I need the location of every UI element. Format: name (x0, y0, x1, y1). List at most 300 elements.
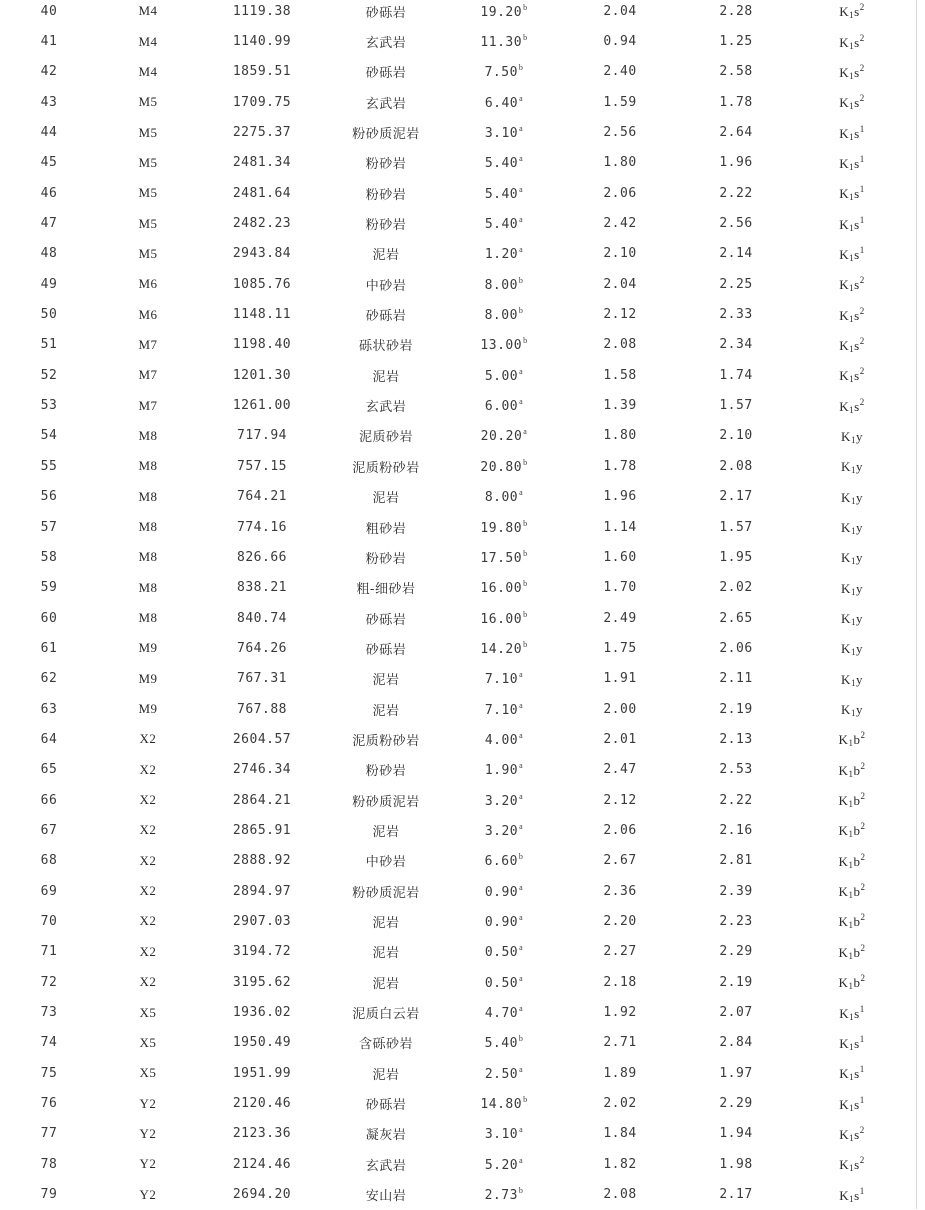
porosity-mark: a (519, 730, 524, 740)
formation-sub: 1 (850, 556, 856, 567)
formation-sub: 1 (848, 981, 854, 992)
porosity-value: 3.20 (484, 793, 519, 809)
formation-letter: s (854, 1096, 860, 1112)
depth-cell: 1709.75 (232, 94, 292, 110)
sample-number-cell: 49 (40, 276, 58, 292)
formation-letter: b (853, 793, 861, 809)
porosity-mark: a (523, 427, 528, 437)
value-2-cell: 2.08 (719, 458, 753, 474)
formation-sub: 1 (849, 101, 855, 112)
formation-sup: 2 (860, 730, 866, 741)
formation-sup: 2 (860, 821, 866, 832)
formation-sub: 1 (849, 222, 855, 233)
table-row (0, 664, 910, 694)
formation-base: K (839, 307, 850, 323)
formation-letter: y (855, 428, 863, 444)
formation-letter: s (854, 4, 860, 20)
formation-base: K (839, 155, 850, 171)
porosity-cell (446, 57, 562, 87)
porosity-cell (446, 360, 562, 390)
table-row (0, 1149, 910, 1179)
table-row (0, 937, 910, 967)
formation-base: K (839, 337, 850, 353)
value-2-cell: 1.94 (719, 1126, 753, 1142)
sample-number-cell: 62 (40, 671, 58, 687)
formation-cell (794, 1119, 910, 1149)
formation-sub: 1 (849, 1102, 855, 1113)
lithology-cell: 含砾砂岩 (358, 1037, 413, 1053)
depth-cell: 1198.40 (232, 337, 292, 353)
porosity-cell (446, 208, 562, 238)
value-2-cell: 2.06 (719, 640, 753, 656)
value-1-cell: 2.08 (603, 1187, 637, 1203)
well-name-cell: M9 (138, 670, 158, 686)
sample-number-cell: 64 (40, 731, 58, 747)
porosity-value: 8.00 (484, 308, 518, 324)
formation-letter: b (853, 884, 861, 900)
formation-cell (794, 876, 910, 906)
formation-letter: s (854, 155, 860, 171)
formation-sub: 1 (850, 434, 856, 445)
porosity-mark: b (518, 275, 524, 285)
formation-cell (794, 390, 910, 420)
depth-cell: 1936.02 (232, 1005, 292, 1021)
well-name-cell: M5 (138, 245, 158, 261)
formation-cell (794, 87, 910, 117)
value-1-cell: 2.18 (603, 974, 637, 990)
porosity-mark: a (519, 1125, 524, 1135)
lithology-cell: 凝灰岩 (365, 1128, 407, 1144)
formation-base: K (839, 4, 850, 20)
porosity-value: 19.20 (480, 4, 523, 20)
porosity-mark: b (523, 548, 528, 558)
value-2-cell: 2.10 (719, 428, 753, 444)
formation-cell (794, 997, 910, 1027)
value-2-cell: 1.97 (719, 1065, 753, 1081)
depth-cell: 1261.00 (232, 398, 292, 414)
depth-cell: 1085.76 (232, 276, 292, 292)
sample-number-cell: 78 (40, 1156, 58, 1172)
formation-letter: s (854, 307, 860, 323)
sample-number-cell: 69 (40, 883, 58, 899)
value-1-cell: 2.02 (603, 1096, 637, 1112)
porosity-value: 2.73 (484, 1188, 518, 1204)
formation-sub: 1 (850, 677, 856, 688)
value-2-cell: 1.95 (719, 549, 753, 565)
formation-sup: 1 (859, 214, 865, 225)
sample-number-cell: 52 (40, 367, 58, 383)
well-name-cell: X2 (139, 913, 157, 929)
value-1-cell: 2.04 (603, 276, 637, 292)
porosity-mark: b (523, 33, 528, 43)
porosity-mark: a (519, 1155, 524, 1165)
value-1-cell: 2.12 (603, 307, 637, 323)
porosity-mark: b (523, 1095, 528, 1105)
formation-base: K (839, 1096, 850, 1112)
formation-base: K (841, 702, 851, 718)
sample-number-cell: 67 (40, 822, 58, 838)
porosity-cell (446, 1058, 562, 1088)
porosity-cell (446, 330, 562, 360)
sample-number-cell: 48 (40, 246, 58, 262)
formation-cell (794, 117, 910, 147)
well-name-cell: M4 (138, 3, 158, 19)
porosity-mark: a (519, 488, 524, 498)
porosity-cell (446, 755, 562, 785)
lithology-cell: 砂砾岩 (365, 5, 407, 21)
value-2-cell: 2.65 (719, 610, 753, 626)
formation-cell (794, 269, 910, 299)
formation-sup: 1 (859, 153, 865, 164)
formation-letter: b (853, 975, 861, 991)
sample-number-cell: 45 (40, 155, 58, 171)
sample-number-cell: 73 (40, 1005, 58, 1021)
porosity-mark: a (519, 154, 524, 164)
formation-sub: 1 (849, 1193, 855, 1204)
table-row (0, 1028, 910, 1058)
porosity-mark: b (518, 1186, 524, 1196)
lithology-cell: 泥质粉砂岩 (352, 460, 420, 476)
depth-cell: 2120.46 (232, 1096, 292, 1112)
well-name-cell: X2 (139, 852, 157, 868)
formation-sub: 1 (849, 283, 855, 294)
formation-letter: s (854, 1157, 860, 1173)
value-1-cell: 2.47 (603, 762, 637, 778)
porosity-cell (446, 451, 562, 481)
porosity-mark: b (523, 609, 528, 619)
depth-cell: 1119.38 (232, 3, 292, 19)
porosity-mark: b (523, 457, 528, 467)
formation-base: K (839, 64, 850, 80)
formation-cell (794, 603, 910, 633)
formation-sub: 1 (848, 859, 854, 870)
well-name-cell: M6 (138, 306, 158, 322)
porosity-value: 19.80 (480, 520, 523, 536)
sample-number-cell: 72 (40, 974, 58, 990)
porosity-mark: a (519, 943, 524, 953)
formation-sup: 2 (859, 2, 865, 13)
porosity-cell (446, 1028, 562, 1058)
value-1-cell: 1.60 (603, 549, 637, 565)
formation-cell (794, 330, 910, 360)
porosity-value: 11.30 (480, 35, 523, 51)
sample-number-cell: 40 (40, 3, 58, 19)
formation-sub: 1 (848, 738, 854, 749)
table-row (0, 299, 910, 329)
formation-sup: 2 (859, 32, 865, 43)
porosity-cell (446, 299, 562, 329)
depth-cell: 2124.46 (232, 1156, 292, 1172)
value-1-cell: 1.78 (603, 458, 637, 474)
depth-cell: 2481.34 (232, 155, 292, 171)
porosity-value: 7.10 (484, 702, 519, 718)
well-name-cell: X5 (139, 1034, 157, 1050)
table-row (0, 482, 910, 512)
porosity-cell (446, 967, 562, 997)
formation-base: K (838, 853, 849, 869)
lithology-cell: 砂砾岩 (365, 642, 407, 658)
value-2-cell: 2.33 (719, 307, 753, 323)
formation-sub: 1 (849, 161, 855, 172)
formation-base: K (839, 368, 850, 384)
value-1-cell: 1.58 (603, 367, 637, 383)
formation-sup: 2 (860, 882, 866, 893)
value-1-cell: 2.20 (603, 913, 637, 929)
porosity-mark: a (519, 124, 524, 134)
porosity-cell (446, 269, 562, 299)
porosity-cell (446, 1088, 562, 1118)
formation-base: K (838, 914, 849, 930)
formation-cell (794, 967, 910, 997)
value-1-cell: 1.14 (603, 519, 637, 535)
value-2-cell: 1.78 (719, 94, 753, 110)
formation-letter: y (855, 580, 863, 596)
value-1-cell: 1.80 (603, 155, 637, 171)
depth-cell: 838.21 (237, 580, 287, 596)
formation-sub: 1 (850, 526, 856, 537)
value-1-cell: 1.89 (603, 1065, 637, 1081)
sample-number-cell: 71 (40, 944, 58, 960)
sample-number-cell: 53 (40, 398, 58, 414)
formation-sub: 1 (849, 1072, 855, 1083)
porosity-cell (446, 0, 562, 26)
well-name-cell: M8 (138, 549, 158, 565)
depth-cell: 1950.49 (232, 1035, 292, 1051)
porosity-mark: a (519, 912, 524, 922)
value-2-cell: 2.29 (719, 944, 753, 960)
formation-letter: s (854, 95, 860, 111)
lithology-cell: 泥岩 (372, 248, 400, 264)
formation-base: K (838, 884, 849, 900)
depth-cell: 757.15 (237, 458, 287, 474)
formation-cell (794, 573, 910, 603)
lithology-cell: 玄武岩 (365, 1158, 407, 1174)
formation-base: K (839, 1005, 850, 1021)
formation-sub: 1 (850, 708, 856, 719)
formation-cell (794, 178, 910, 208)
well-name-cell: Y2 (139, 1156, 157, 1172)
formation-base: K (841, 580, 851, 596)
porosity-cell (446, 785, 562, 815)
value-1-cell: 2.42 (603, 216, 637, 232)
porosity-cell (446, 178, 562, 208)
formation-sub: 1 (849, 343, 855, 354)
depth-cell: 2482.23 (232, 216, 292, 232)
formation-sub: 1 (849, 1011, 855, 1022)
porosity-mark: b (518, 1034, 524, 1044)
table-row (0, 785, 910, 815)
value-2-cell: 2.84 (719, 1035, 753, 1051)
value-2-cell: 2.56 (719, 216, 753, 232)
porosity-mark: a (519, 215, 524, 225)
table-row (0, 876, 910, 906)
table-row (0, 846, 910, 876)
formation-sup: 1 (859, 184, 865, 195)
formation-cell (794, 512, 910, 542)
lithology-cell: 泥岩 (372, 976, 400, 992)
porosity-value: 3.10 (484, 1127, 519, 1143)
well-name-cell: X2 (139, 822, 157, 838)
porosity-value: 5.40 (484, 186, 519, 202)
formation-letter: s (854, 246, 860, 262)
formation-sup: 1 (859, 1003, 865, 1014)
formation-sup: 2 (859, 1124, 865, 1135)
depth-cell: 2694.20 (232, 1187, 292, 1203)
value-1-cell: 0.94 (603, 34, 637, 50)
porosity-value: 13.00 (480, 338, 523, 354)
lithology-cell: 粉砂质泥岩 (352, 127, 420, 143)
depth-cell: 1201.30 (232, 367, 292, 383)
table-row (0, 1119, 910, 1149)
formation-base: K (839, 1126, 850, 1142)
depth-cell: 1148.11 (232, 307, 292, 323)
porosity-mark: b (523, 336, 528, 346)
depth-cell: 2864.21 (232, 792, 292, 808)
table-row (0, 512, 910, 542)
table-row (0, 239, 910, 269)
porosity-value: 2.50 (484, 1066, 519, 1082)
porosity-cell (446, 117, 562, 147)
porosity-value: 7.50 (484, 65, 518, 81)
porosity-value: 14.80 (480, 1097, 523, 1113)
well-name-cell: M4 (138, 63, 158, 79)
lithology-cell: 泥岩 (372, 946, 400, 962)
lithology-cell: 中砂岩 (365, 278, 407, 294)
formation-cell (794, 664, 910, 694)
porosity-mark: a (519, 791, 524, 801)
formation-base: K (839, 1066, 850, 1082)
value-1-cell: 1.91 (603, 671, 637, 687)
formation-base: K (839, 125, 850, 141)
value-2-cell: 2.19 (719, 974, 753, 990)
table-row (0, 573, 910, 603)
value-1-cell: 1.70 (603, 580, 637, 596)
table-row (0, 755, 910, 785)
value-2-cell: 2.64 (719, 125, 753, 141)
value-2-cell: 2.22 (719, 185, 753, 201)
formation-cell (794, 633, 910, 663)
value-1-cell: 2.49 (603, 610, 637, 626)
value-1-cell: 2.10 (603, 246, 637, 262)
lithology-cell: 泥岩 (372, 491, 400, 507)
porosity-cell (446, 664, 562, 694)
well-name-cell: X2 (139, 883, 157, 899)
formation-cell (794, 815, 910, 845)
porosity-value: 1.20 (484, 247, 519, 263)
porosity-value: 0.90 (484, 884, 519, 900)
formation-base: K (839, 216, 850, 232)
porosity-cell (446, 482, 562, 512)
formation-cell (794, 421, 910, 451)
depth-cell: 826.66 (237, 549, 287, 565)
formation-base: K (839, 1187, 850, 1203)
porosity-cell (446, 1149, 562, 1179)
lithology-cell: 泥岩 (372, 1067, 400, 1083)
lithology-cell: 砂砾岩 (365, 66, 407, 82)
well-name-cell: M5 (138, 154, 158, 170)
porosity-cell (446, 512, 562, 542)
depth-cell: 2481.64 (232, 185, 292, 201)
depth-cell: 3195.62 (232, 974, 292, 990)
table-row (0, 694, 910, 724)
formation-base: K (839, 277, 850, 293)
well-name-cell: M6 (138, 276, 158, 292)
sample-number-cell: 61 (40, 640, 58, 656)
table-row (0, 603, 910, 633)
formation-cell (794, 906, 910, 936)
table-row (0, 269, 910, 299)
formation-letter: s (854, 64, 860, 80)
porosity-mark: a (519, 1004, 524, 1014)
porosity-value: 5.40 (484, 1036, 518, 1052)
formation-letter: y (855, 641, 863, 657)
formation-base: K (838, 944, 849, 960)
formation-cell (794, 937, 910, 967)
depth-cell: 2123.36 (232, 1126, 292, 1142)
porosity-cell (446, 694, 562, 724)
formation-letter: s (854, 1187, 860, 1203)
formation-cell (794, 1028, 910, 1058)
formation-cell (794, 785, 910, 815)
well-name-cell: M8 (138, 488, 158, 504)
formation-cell (794, 1149, 910, 1179)
formation-cell (794, 148, 910, 178)
formation-sup: 2 (860, 973, 866, 984)
formation-sup: 2 (860, 851, 866, 862)
depth-cell: 2746.34 (232, 762, 292, 778)
sample-number-cell: 51 (40, 337, 58, 353)
sample-number-cell: 41 (40, 34, 58, 50)
formation-letter: s (854, 34, 860, 50)
well-name-cell: M5 (138, 185, 158, 201)
depth-cell: 717.94 (237, 428, 287, 444)
depth-cell: 2907.03 (232, 913, 292, 929)
porosity-mark: a (519, 245, 524, 255)
porosity-cell (446, 390, 562, 420)
porosity-value: 6.60 (484, 854, 518, 870)
page-edge-rule (916, 0, 917, 1209)
depth-cell: 2894.97 (232, 883, 292, 899)
formation-sub: 1 (848, 950, 854, 961)
formation-sup: 1 (859, 1185, 865, 1196)
value-2-cell: 2.58 (719, 64, 753, 80)
sample-number-cell: 55 (40, 458, 58, 474)
formation-sub: 1 (848, 799, 854, 810)
formation-sup: 1 (859, 123, 865, 134)
porosity-mark: a (519, 366, 524, 376)
formation-letter: y (855, 611, 863, 627)
value-2-cell: 2.07 (719, 1005, 753, 1021)
well-name-cell: X2 (139, 943, 157, 959)
value-1-cell: 2.01 (603, 731, 637, 747)
porosity-value: 8.00 (484, 277, 518, 293)
formation-letter: y (855, 520, 863, 536)
value-1-cell: 2.08 (603, 337, 637, 353)
table-row (0, 26, 910, 56)
table-row (0, 1088, 910, 1118)
porosity-mark: b (523, 639, 528, 649)
formation-sub: 1 (849, 1132, 855, 1143)
sample-number-cell: 59 (40, 580, 58, 596)
formation-base: K (841, 641, 851, 657)
formation-letter: y (855, 550, 863, 566)
porosity-value: 5.00 (484, 368, 519, 384)
formation-cell (794, 482, 910, 512)
well-name-cell: Y2 (139, 1125, 157, 1141)
depth-cell: 1951.99 (232, 1065, 292, 1081)
porosity-value: 0.50 (484, 945, 519, 961)
porosity-mark: a (519, 761, 524, 771)
